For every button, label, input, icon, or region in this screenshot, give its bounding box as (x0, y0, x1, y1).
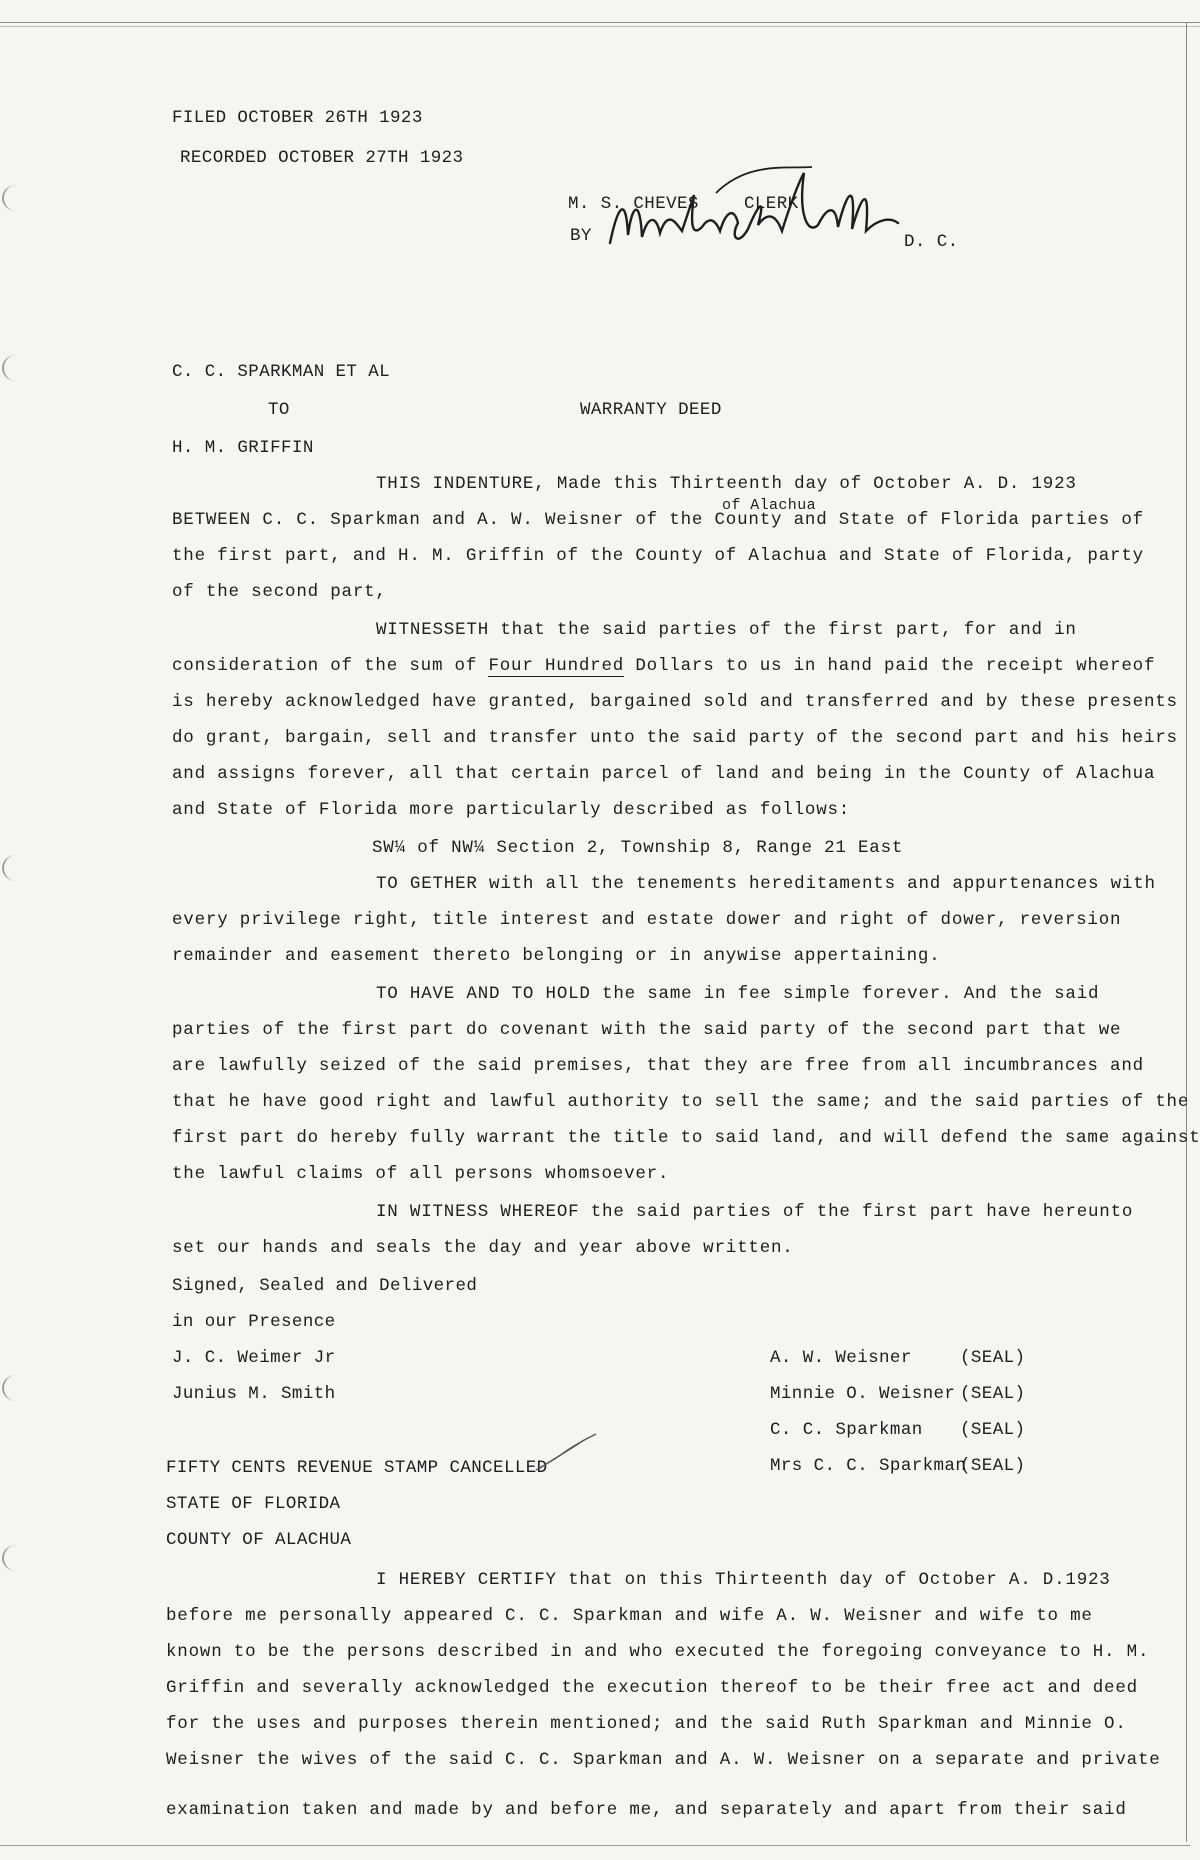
deed-line: are lawfully seized of the said premises, that they are free from all incumbrances and (172, 1056, 1144, 1076)
punch-hole-mark (2, 185, 30, 211)
clerk-signature (598, 165, 918, 260)
punch-hole-mark (2, 855, 30, 881)
punch-hole-mark (2, 1375, 30, 1401)
ack-line: Griffin and severally acknowledged the execution thereof to be their free act and deed (166, 1678, 1138, 1698)
paper-edge-top-inner (0, 26, 1200, 27)
filed-date: FILED OCTOBER 26TH 1923 (172, 108, 423, 128)
deed-line: first part do hereby fully warrant the title to said land, and will defend the same against (172, 1128, 1200, 1148)
signer-name: C. C. Sparkman (770, 1420, 923, 1440)
deed-line: and assigns forever, all that certain parcel of land and being in the County of Alachua (172, 764, 1156, 784)
deed-line: the first part, and H. M. Griffin of the County of Alachua and State of Florida, party (172, 546, 1144, 566)
ack-line: examination taken and made by and before me, and separately and apart from their said (166, 1800, 1127, 1820)
deed-line: the lawful claims of all persons whomsoever. (172, 1164, 670, 1184)
signer-name: A. W. Weisner (770, 1348, 912, 1368)
cancel-scribble (532, 1430, 602, 1475)
clerk-name: M. S. CHEVES (568, 194, 699, 214)
paper-edge-top (0, 22, 1200, 23)
ack-state: STATE OF FLORIDA (166, 1494, 341, 1514)
seal-mark: (SEAL) (960, 1456, 1026, 1476)
ack-line: known to be the persons described in and who executed the foregoing conveyance to H. M. (166, 1642, 1150, 1662)
consideration-text: consideration of the sum of (172, 656, 489, 676)
clerk-title: CLERK (744, 194, 799, 214)
ack-line: before me personally appeared C. C. Sparkman and wife A. W. Weisner and wife to me (166, 1606, 1093, 1626)
to-caption: TO (268, 400, 290, 420)
consideration-line (172, 656, 1155, 676)
deed-line: parties of the first part do covenant with the said party of the second part that we (172, 1020, 1122, 1040)
consideration-amount: Four Hundred (488, 656, 625, 676)
land-description: SW¼ of NW¼ Section 2, Township 8, Range 21 East (372, 838, 904, 858)
revenue-stamp-note: FIFTY CENTS REVENUE STAMP CANCELLED (166, 1458, 548, 1478)
deed-line: TO HAVE AND TO HOLD the same in fee simple forever. And the said (376, 984, 1100, 1004)
deed-line: set our hands and seals the day and year above written. (172, 1238, 794, 1258)
deed-title: WARRANTY DEED (580, 400, 722, 420)
signer-name: Mrs C. C. Sparkman (770, 1456, 967, 1476)
seal-mark: (SEAL) (960, 1420, 1026, 1440)
deed-line: is hereby acknowledged have granted, bargained sold and transferred and by these presents (172, 692, 1178, 712)
witness-name: J. C. Weimer Jr (172, 1348, 336, 1368)
deed-line: remainder and easement thereto belonging or in anywise appertaining. (172, 946, 941, 966)
punch-hole-mark (2, 1545, 30, 1571)
deed-line: BETWEEN C. C. Sparkman and A. W. Weisner of the County and State of Florida parties of (172, 510, 1144, 530)
indenture-opening: THIS INDENTURE, Made this Thirteenth day of October A. D. 1923 (376, 474, 1077, 494)
deputy-clerk-label: D. C. (904, 232, 959, 252)
paper-edge-right (1186, 22, 1187, 1842)
deed-line: of the second part, (172, 582, 387, 602)
ack-line: for the uses and purposes therein mentioned; and the said Ruth Sparkman and Minnie O. (166, 1714, 1127, 1734)
seal-mark: (SEAL) (960, 1348, 1026, 1368)
ack-line: I HEREBY CERTIFY that on this Thirteenth day of October A. D.1923 (376, 1570, 1111, 1590)
deed-line: TO GETHER with all the tenements hereditaments and appurtenances with (376, 874, 1156, 894)
witness-name: Junius M. Smith (172, 1384, 336, 1404)
paper-edge-bottom (0, 1845, 1190, 1846)
ack-line: Weisner the wives of the said C. C. Sparkman and A. W. Weisner on a separate and private (166, 1750, 1161, 1770)
grantor-caption: C. C. SPARKMAN ET AL (172, 362, 391, 382)
deed-line: that he have good right and lawful authority to sell the same; and the said parties of the (172, 1092, 1190, 1112)
deed-line: do grant, bargain, sell and transfer unto the said party of the second part and his heirs (172, 728, 1178, 748)
deed-line: IN WITNESS WHEREOF the said parties of the first part have hereunto (376, 1202, 1134, 1222)
by-label: BY (570, 226, 592, 246)
ack-county: COUNTY OF ALACHUA (166, 1530, 352, 1550)
deed-line: and State of Florida more particularly described as follows: (172, 800, 851, 820)
punch-hole-mark (2, 355, 30, 381)
deed-line: WITNESSETH that the said parties of the first part, for and in (376, 620, 1077, 640)
presence-label: in our Presence (172, 1312, 336, 1332)
signed-sealed-label: Signed, Sealed and Delivered (172, 1276, 478, 1296)
consideration-text: Dollars to us in hand paid the receipt whereof (624, 656, 1156, 676)
seal-mark: (SEAL) (960, 1384, 1026, 1404)
interlined-insertion: of Alachua (722, 497, 817, 514)
recorded-date: RECORDED OCTOBER 27TH 1923 (180, 148, 464, 168)
signer-name: Minnie O. Weisner (770, 1384, 956, 1404)
deed-line: every privilege right, title interest and estate dower and right of dower, reversion (172, 910, 1122, 930)
grantee-caption: H. M. GRIFFIN (172, 438, 314, 458)
